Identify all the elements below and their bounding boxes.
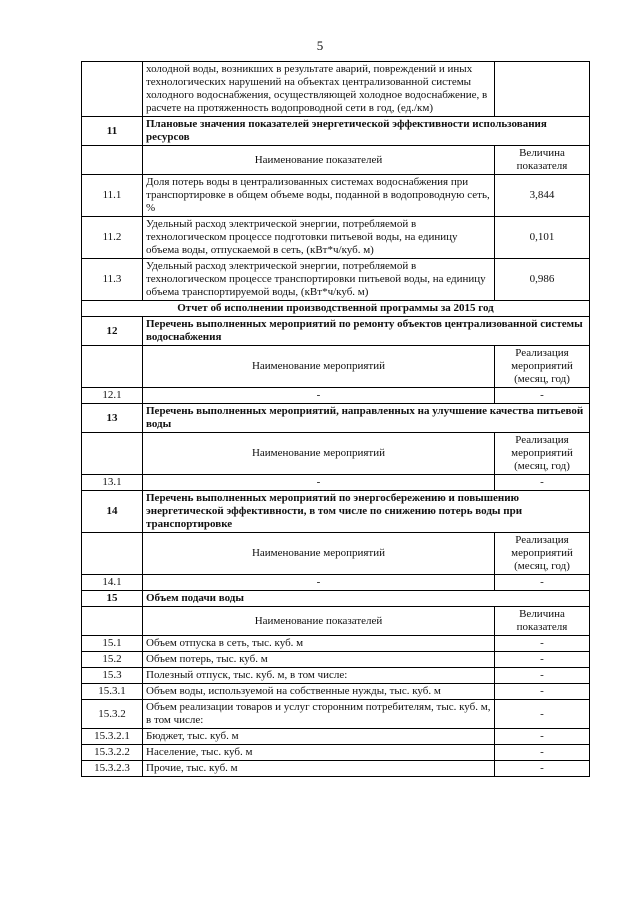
row-value: -	[495, 652, 590, 668]
row-number: 15.2	[82, 652, 143, 668]
report-title: Отчет об исполнении производственной программы за 2015 год	[82, 301, 590, 317]
row-value: -	[495, 745, 590, 761]
column-header-name: Наименование мероприятий	[143, 346, 495, 388]
row-number: 15.3.1	[82, 684, 143, 700]
table-row	[82, 729, 590, 745]
column-header-value: Реализация мероприятий (месяц, год)	[495, 433, 590, 475]
row-value	[495, 62, 590, 117]
row-text: Население, тыс. куб. м	[143, 745, 495, 761]
table-row	[82, 652, 590, 668]
row-number: 15.3	[82, 668, 143, 684]
table-row	[82, 388, 590, 404]
row-text: Бюджет, тыс. куб. м	[143, 729, 495, 745]
column-header-value: Величина показателя	[495, 146, 590, 175]
row-text: Удельный расход электрической энергии, потребляемой в технологическом процессе подготовки питьевой воды, на единицу объема воды, отпускаемой в сеть, (кВт*ч/куб. м)	[143, 217, 495, 259]
empty-cell	[82, 607, 143, 636]
section-number: 11	[82, 117, 143, 146]
row-text: Объем отпуска в сеть, тыс. куб. м	[143, 636, 495, 652]
row-number: 11.1	[82, 175, 143, 217]
table-row	[82, 62, 590, 117]
table-row	[82, 475, 590, 491]
section-title: Перечень выполненных мероприятий по ремонту объектов централизованной системы водоснабжения	[143, 317, 590, 346]
table-row	[82, 217, 590, 259]
column-header-value: Величина показателя	[495, 607, 590, 636]
column-header-name: Наименование показателей	[143, 607, 495, 636]
section-number: 13	[82, 404, 143, 433]
row-number-cell	[82, 62, 143, 117]
table-row	[82, 575, 590, 591]
section-number: 14	[82, 491, 143, 533]
row-number: 15.1	[82, 636, 143, 652]
row-number: 15.3.2	[82, 700, 143, 729]
row-value: 0,986	[495, 259, 590, 301]
row-text: холодной воды, возникших в результате аварий, повреждений и иных технологических нарушений на объектах централизованной системы холодного водоснабжения, осуществляющей холодное водоснабжение, в расчете на протяженность водопроводной сети в год, (ед./км)	[143, 62, 495, 117]
row-value: 3,844	[495, 175, 590, 217]
empty-cell	[82, 346, 143, 388]
table-row	[82, 636, 590, 652]
table-row	[82, 668, 590, 684]
row-text: Полезный отпуск, тыс. куб. м, в том числе:	[143, 668, 495, 684]
row-value: -	[495, 761, 590, 777]
row-value: -	[495, 636, 590, 652]
row-value: -	[495, 388, 590, 404]
row-text: -	[143, 475, 495, 491]
empty-cell	[82, 146, 143, 175]
column-header-row	[82, 607, 590, 636]
report-title-row	[82, 301, 590, 317]
column-header-value: Реализация мероприятий (месяц, год)	[495, 533, 590, 575]
row-number: 14.1	[82, 575, 143, 591]
table-row	[82, 745, 590, 761]
empty-cell	[82, 433, 143, 475]
section-title: Перечень выполненных мероприятий, направленных на улучшение качества питьевой воды	[143, 404, 590, 433]
row-text: Объем потерь, тыс. куб. м	[143, 652, 495, 668]
row-number: 15.3.2.3	[82, 761, 143, 777]
table-row	[82, 761, 590, 777]
column-header-name: Наименование мероприятий	[143, 533, 495, 575]
row-number: 13.1	[82, 475, 143, 491]
row-text: Объем реализации товаров и услуг сторонним потребителям, тыс. куб. м, в том числе:	[143, 700, 495, 729]
row-number: 11.2	[82, 217, 143, 259]
row-text: Объем воды, используемой на собственные нужды, тыс. куб. м	[143, 684, 495, 700]
table-row	[82, 175, 590, 217]
table-row	[82, 700, 590, 729]
row-text: Прочие, тыс. куб. м	[143, 761, 495, 777]
column-header-row	[82, 533, 590, 575]
section-number: 12	[82, 317, 143, 346]
column-header-name: Наименование мероприятий	[143, 433, 495, 475]
section-number: 15	[82, 591, 143, 607]
column-header-value: Реализация мероприятий (месяц, год)	[495, 346, 590, 388]
section-title: Плановые значения показателей энергетической эффективности использования ресурсов	[143, 117, 590, 146]
row-text: Доля потерь воды в централизованных системах водоснабжения при транспортировке в общем объеме воды, поданной в водопроводную сеть, %	[143, 175, 495, 217]
row-value: -	[495, 668, 590, 684]
section-title: Объем подачи воды	[143, 591, 590, 607]
section-title: Перечень выполненных мероприятий по энергосбережению и повышению энергетической эффективности, в том числе по снижению потерь воды при транспортировке	[143, 491, 590, 533]
row-number: 15.3.2.1	[82, 729, 143, 745]
row-number: 11.3	[82, 259, 143, 301]
column-header-row	[82, 433, 590, 475]
row-value: -	[495, 684, 590, 700]
row-text: -	[143, 575, 495, 591]
column-header-row	[82, 146, 590, 175]
section-header-row	[82, 117, 590, 146]
row-value: -	[495, 575, 590, 591]
row-value: 0,101	[495, 217, 590, 259]
table-row	[82, 259, 590, 301]
empty-cell	[82, 533, 143, 575]
row-value: -	[495, 475, 590, 491]
section-header-row	[82, 404, 590, 433]
row-value: -	[495, 700, 590, 729]
table-row	[82, 684, 590, 700]
column-header-row	[82, 346, 590, 388]
row-text: Удельный расход электрической энергии, потребляемой в технологическом процессе транспортировки питьевой воды, на единицу объема транспортируемой воды, (кВт*ч/куб. м)	[143, 259, 495, 301]
row-number: 12.1	[82, 388, 143, 404]
row-number: 15.3.2.2	[82, 745, 143, 761]
column-header-name: Наименование показателей	[143, 146, 495, 175]
row-value: -	[495, 729, 590, 745]
indicator-table	[81, 61, 590, 777]
section-header-row	[82, 491, 590, 533]
section-header-row	[82, 317, 590, 346]
section-header-row	[82, 591, 590, 607]
row-text: -	[143, 388, 495, 404]
page-number: 5	[316, 38, 324, 53]
